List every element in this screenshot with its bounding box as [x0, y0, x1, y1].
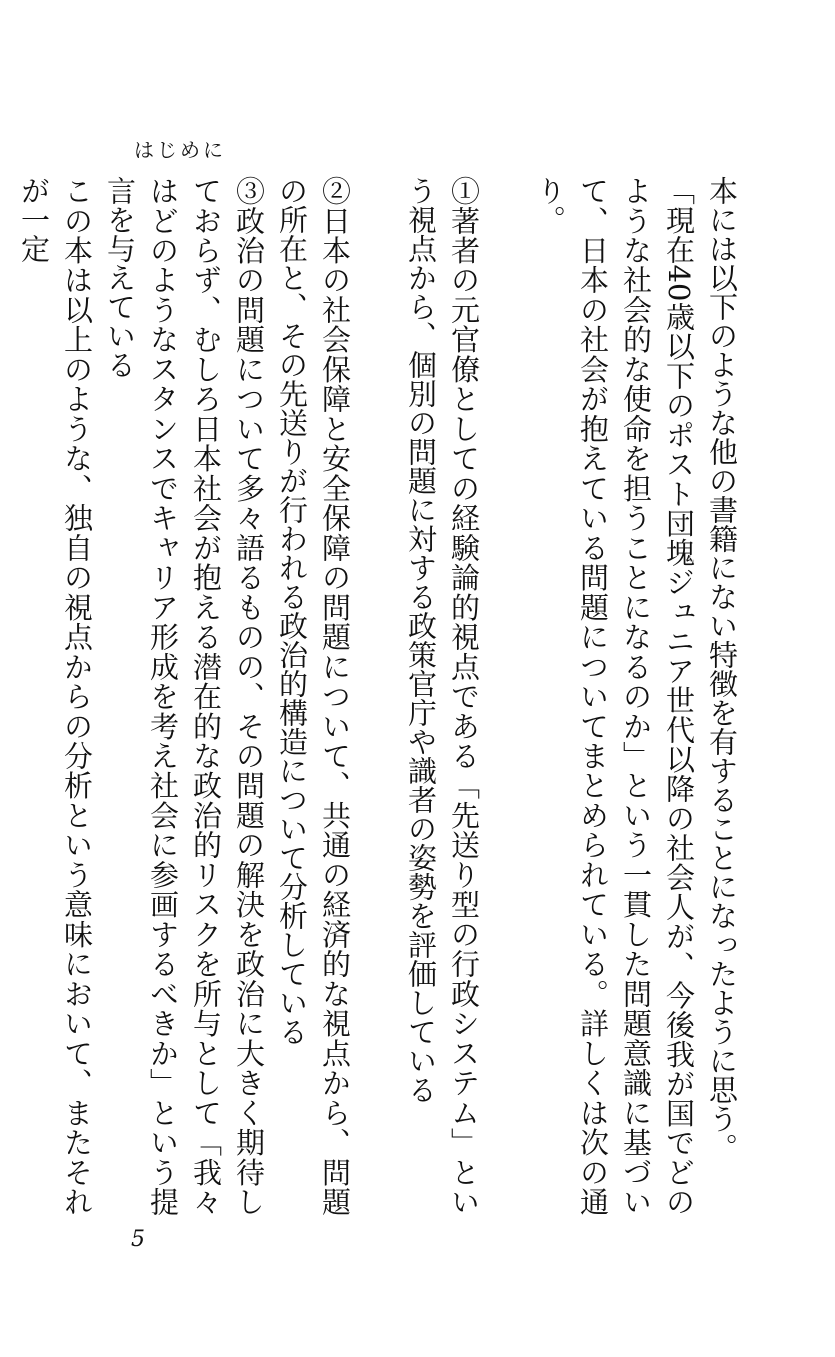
paragraph-conclusion: この本は以上のような、独自の視点からの分析という意味において、またそれが一定: [17, 176, 94, 1216]
paragraph-point-1: ①著者の元官僚としての経験論的視点である「先送り型の行政システム」という視点から、個別の問題に対する政策官庁や識者の姿勢を評価している: [404, 176, 481, 1216]
paragraph-point-2: ②日本の社会保障と安全保障の問題について、共通の経済的な視点から、問題の所在と、その先送りが行われる政治的構造について分析している: [275, 176, 352, 1216]
running-head: はじめに: [134, 138, 226, 162]
paragraph-intro: 本には以下のような他の書籍にない特徴を有することになったように思う。: [705, 176, 739, 1162]
paragraph-point-3: ③政治の問題について多々語るものの、その問題の解決を政治に大きく期待しておらず、むしろ日本社会が抱える潜在的な政治的リスクを所与として「我々はどのようなスタンスでキャリア形成を考え社会に参画するべきか」という提言を与えている: [103, 176, 266, 1216]
body-text: [17, 176, 743, 1216]
paragraph-thesis: 「現在40歳以下のポスト団塊ジュニア世代以降の社会人が、今後我が国でどのような社会的な使命を担うことになるのか」という一貫した問題意識に基づいて、日本の社会が抱えている問題についてまとめられている。詳しくは次の通り。: [533, 176, 696, 1216]
page-number: 5: [131, 1227, 145, 1252]
